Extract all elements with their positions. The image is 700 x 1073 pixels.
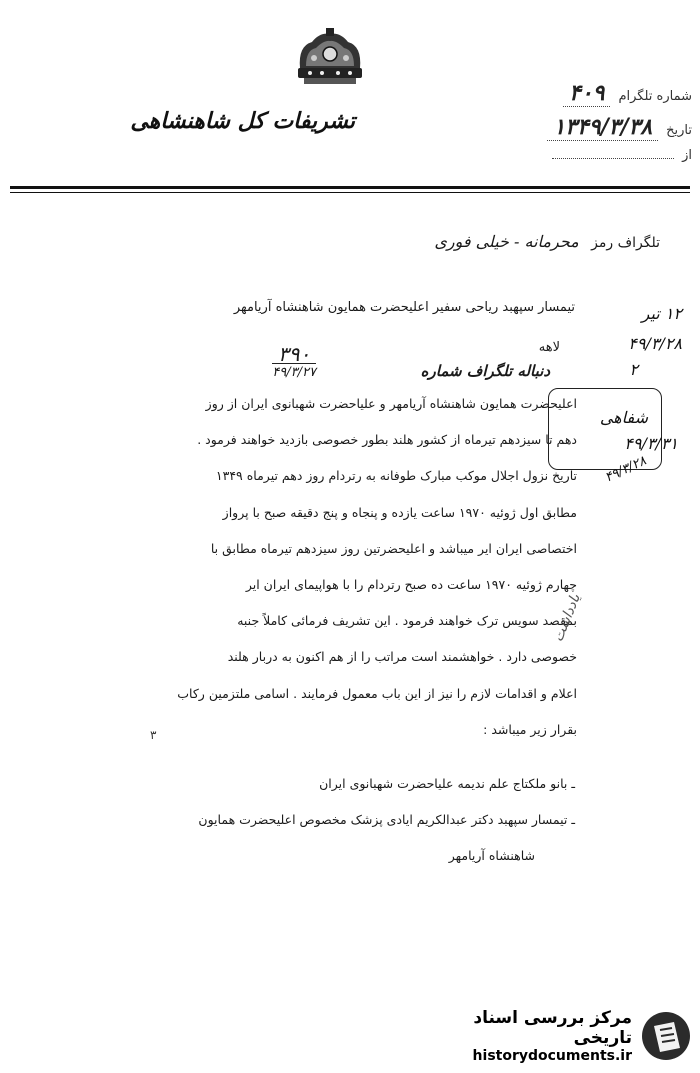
watermark-fa: مرکز بررسی اسناد تاریخی — [473, 1008, 632, 1048]
side-scrawl: یادداشت — [550, 591, 584, 645]
header-divider — [10, 186, 690, 189]
body-line: خصوصی دارد . خواهشمند است مراتب را از هم اکنون به دربار هلند — [227, 649, 577, 665]
telegram-number-line — [442, 80, 692, 114]
body-line: بقرار زیر میباشد : — [483, 721, 577, 737]
body-line: اعلیحضرت همایون شاهنشاه آریامهر و علیاحضرت شهبانوی ایران از روز — [205, 396, 577, 411]
follow-up-number-value: ۳۹۰ — [272, 345, 316, 364]
body-line: مطابق اول ژوئیه ۱۹۷۰ ساعت یازده و پنجاه و پنج دقیقه صبح با پرواز — [222, 504, 577, 520]
date-label: تاریخ — [666, 123, 692, 138]
telegram-type — [434, 232, 660, 251]
addressee: تیمسار سپهبد ریاحی سفیر اعلیحضرت همایون شاهنشاه آریامهر — [233, 300, 575, 315]
telegram-number-label: شماره تلگرام — [618, 89, 692, 104]
list-item: شاهنشاه آریامهر — [448, 848, 535, 863]
attachment-line — [442, 148, 692, 182]
follow-up-date: ۴۹/۳/۲۷ — [272, 365, 316, 380]
organization-title: تشریفات کل شاهنشاهی — [130, 108, 355, 134]
body-line: دهم تا سیزدهم تیرماه از کشور هلند بطور خصوصی بازدید خواهند فرمود . — [197, 432, 577, 448]
archive-watermark — [422, 1008, 692, 1064]
entourage-list — [15, 730, 575, 874]
body-line: چهارم ژوئیه ۱۹۷۰ ساعت ده صبح رتردام را با هواپیمای ایران ایر — [245, 577, 577, 593]
pen-mark: ۳ — [150, 728, 157, 742]
watermark-en: historydocuments.ir — [472, 1048, 632, 1064]
reference-block — [442, 80, 692, 182]
follow-up-reference: دنباله تلگراف شماره — [420, 362, 550, 380]
margin-note-line: ۴۹/۳/۳۱ — [624, 434, 678, 453]
body-line: اختصاصی ایران ایر میباشد و اعلیحضرتین روز سیزدهم تیرماه مطابق با — [210, 540, 577, 556]
telegram-handwritten-note: محرمانه - خیلی فوری — [434, 232, 579, 251]
attachment-label: از — [682, 148, 692, 163]
margin-note-line: ۴۹/۳/۲۸ — [628, 334, 682, 353]
watermark-text — [422, 1008, 640, 1064]
date-line — [442, 114, 692, 148]
telegram-number-value: ۴۰۹ — [563, 80, 610, 107]
margin-note-line: شفاهی — [599, 408, 648, 427]
date-value: ۱۳۴۹/۳/۳۸ — [547, 114, 658, 141]
list-item: ـ تیمسار سپهبد دکتر عبدالکریم ایادی پزشک مخصوص اعلیحضرت همایون — [198, 812, 575, 827]
crown-emblem-icon — [292, 28, 368, 90]
archive-logo-icon — [640, 1010, 692, 1062]
margin-note-line: ۲ — [629, 360, 638, 379]
margin-note-line: ۴۹/۳/۲۸ — [602, 453, 649, 486]
destination-city: لاهه — [538, 340, 560, 355]
follow-up-number — [272, 342, 316, 382]
body-line: اعلام و اقدامات لازم را نیز از این باب معمول فرمایند . اسامی ملتزمین رکاب — [177, 685, 577, 701]
list-item: ـ بانو ملکتاج علم ندیمه علیاحضرت شهبانوی ایران — [319, 776, 575, 791]
body-line: بمقصد سویس ترک خواهند فرمود . این تشریف فرمائی کاملاً جنبه — [237, 613, 577, 629]
attachment-value — [552, 158, 674, 159]
body-line: تاریخ نزول اجلال موکب مبارک طوفانه به رتردام روز دهم تیرماه ۱۳۴۹ — [215, 468, 577, 484]
telegram-body — [17, 386, 577, 748]
header-divider-thin — [10, 192, 690, 193]
telegram-label: تلگراف رمز — [591, 235, 660, 251]
margin-note-line: ۱۲ تیر — [641, 304, 682, 323]
